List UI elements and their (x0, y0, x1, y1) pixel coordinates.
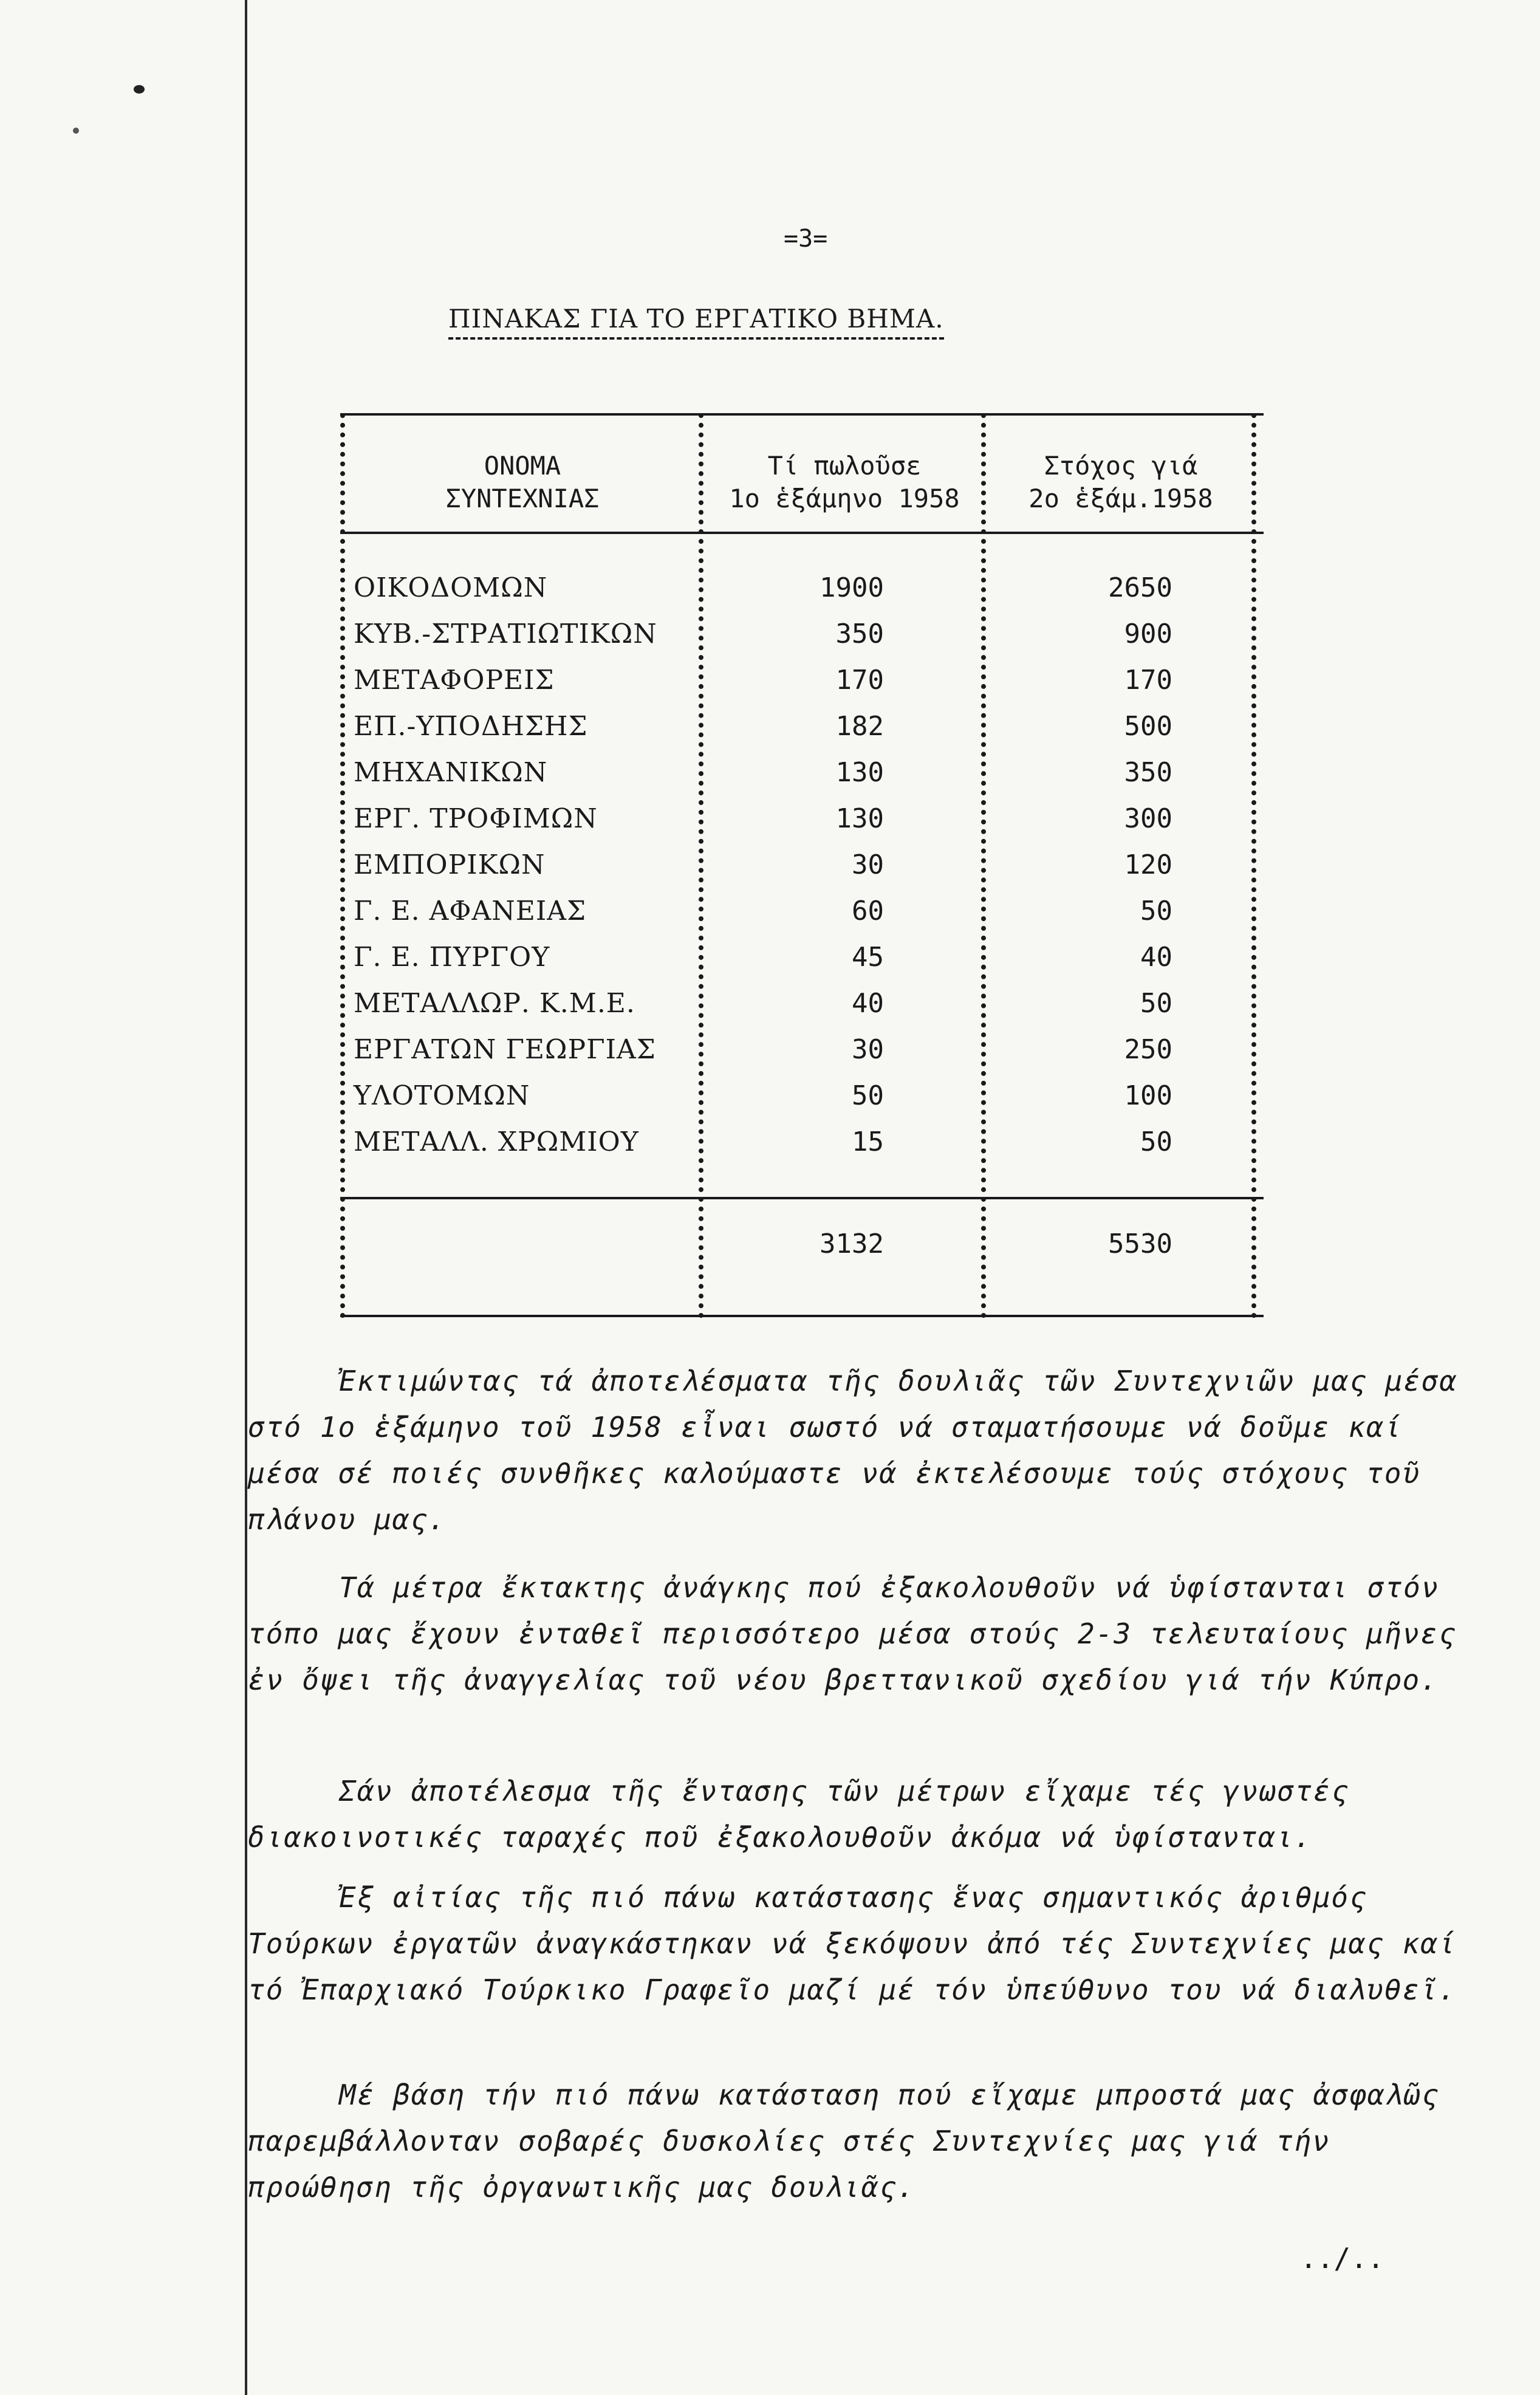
paragraph (248, 1874, 1481, 2013)
sold-value: 60 (852, 896, 884, 927)
union-name: ΕΠ.-ΥΠΟΔΗΣΗΣ (354, 711, 588, 742)
table-row (340, 1080, 1264, 1117)
paragraph-text: Μέ βάση τήν πιό πάνω κατάσταση πού εἴχαμε μπροστά μας ἀσφαλῶς παρεμβάλλονταν σοβαρές δυσκολίες στές Συντεχνίες μας γιά τήν προώθηση τῆς ὀργανωτικῆς μας δουλιᾶς. (248, 2078, 1440, 2204)
union-name: ΟΙΚΟΔΟΜΩΝ (354, 572, 548, 603)
target-value: 50 (1140, 1126, 1172, 1157)
total-sold: 3132 (820, 1228, 884, 1259)
ink-speck (134, 85, 145, 94)
header-sold-line2: 1ο ἑξάμηνο 1958 (729, 484, 960, 513)
union-name: ΜΗΧΑΝΙΚΩΝ (354, 757, 548, 788)
target-value: 2650 (1108, 572, 1172, 603)
union-name: ΜΕΤΑΛΛΩΡ. Κ.Μ.Ε. (354, 988, 635, 1019)
header-sold-line1: Τί πωλοῦσε (767, 451, 922, 481)
paragraph-text: Τά μέτρα ἔκτακτης ἀνάγκης πού ἐξακολουθοῦν νά ὑφίστανται στόν τόπο μας ἔχουν ἐνταθεῖ περισσότερο μέσα στούς 2-3 τελευταίους μῆνες ἐν ὄψει τῆς ἀναγγελίας τοῦ νέου βρεττανικοῦ σχεδίου γιά τήν Κύπρο. (248, 1571, 1457, 1696)
table-top-rule (340, 413, 1264, 416)
target-value: 170 (1124, 665, 1172, 696)
target-value: 500 (1124, 711, 1172, 742)
union-name: ΜΕΤΑΛΛ. ΧΡΩΜΙΟΥ (354, 1126, 639, 1157)
page-number: =3= (784, 225, 828, 253)
paragraph-text: Ἐξ αἰτίας τῆς πιό πάνω κατάστασης ἕνας σημαντικός ἀριθμός Τούρκων ἐργατῶν ἀναγκάστηκαν νά ξεκόψουν ἀπό τές Συντεχνίες μας καί τό Ἐπαρχιακό Τούρκικο Γραφεῖο μαζί μέ τόν ὑπεύθυνο του νά διαλυθεῖ. (248, 1881, 1457, 2006)
target-value: 40 (1140, 942, 1172, 973)
paragraph (248, 2072, 1481, 2210)
sold-value: 50 (852, 1080, 884, 1111)
sold-value: 1900 (820, 572, 884, 603)
union-name: ΜΕΤΑΦΟΡΕΙΣ (354, 665, 555, 696)
target-value: 120 (1124, 849, 1172, 880)
left-margin-line (245, 0, 247, 2395)
sold-value: 30 (852, 1034, 884, 1065)
table-row (340, 988, 1264, 1024)
sold-value: 350 (835, 618, 884, 649)
header-target-line1: Στόχος γιά (1044, 451, 1198, 481)
header-name (358, 450, 686, 515)
sold-value: 170 (835, 665, 884, 696)
table-row (340, 572, 1264, 609)
header-name-line1: ΟΝΟΜΑ (484, 451, 561, 481)
table-row (340, 757, 1264, 793)
sold-value: 30 (852, 849, 884, 880)
table-row (340, 1034, 1264, 1071)
sold-value: 182 (835, 711, 884, 742)
table-row (340, 1126, 1264, 1163)
table-row (340, 665, 1264, 701)
union-name: ΕΡΓΑΤΩΝ ΓΕΩΡΓΙΑΣ (354, 1034, 656, 1065)
table-row (340, 618, 1264, 655)
target-value: 300 (1124, 803, 1172, 834)
sold-value: 40 (852, 988, 884, 1019)
paragraph-text: Σάν ἀποτέλεσμα τῆς ἔντασης τῶν μέτρων εἴχαμε τές γνωστές διακοινοτικές ταραχές ποῦ ἐξακολουθοῦν ἀκόμα νά ὑφίστανται. (248, 1775, 1349, 1854)
sales-table (340, 413, 1264, 1318)
table-row (340, 942, 1264, 978)
union-name: Γ. Ε. ΠΥΡΓΟΥ (354, 942, 550, 973)
target-value: 250 (1124, 1034, 1172, 1065)
header-target-line2: 2ο ἑξάμ.1958 (1028, 484, 1213, 513)
table-row (340, 896, 1264, 932)
target-value: 100 (1124, 1080, 1172, 1111)
header-name-line2: ΣΥΝΤΕΧΝΙΑΣ (445, 484, 600, 513)
table-bottom-rule (340, 1315, 1264, 1317)
paragraph-text: Ἐκτιμώντας τά ἀποτελέσματα τῆς δουλιᾶς τῶν Συντεχνιῶν μας μέσα στό 1ο ἑξάμηνο τοῦ 1958 εἶναι σωστό νά σταματήσουμε νά δοῦμε καί μέσα σέ ποιές συνθῆκες καλούμαστε νά ἐκτελέσουμε τούς στόχους τοῦ πλάνου μας. (248, 1365, 1458, 1536)
table-row (340, 849, 1264, 886)
union-name: ΕΜΠΟΡΙΚΩΝ (354, 849, 546, 880)
totals-separator (340, 1197, 1264, 1199)
sold-value: 45 (852, 942, 884, 973)
union-name: Γ. Ε. ΑΦΑΝΕΙΑΣ (354, 896, 587, 927)
sold-value: 130 (835, 803, 884, 834)
target-value: 50 (1140, 988, 1172, 1019)
union-name: ΚΥΒ.-ΣΤΡΑΤΙΩΤΙΚΩΝ (354, 618, 657, 649)
target-value: 900 (1124, 618, 1172, 649)
ink-speck (73, 128, 79, 134)
table-row (340, 711, 1264, 747)
header-sold (711, 450, 978, 515)
paragraph (248, 1564, 1481, 1703)
union-name: ΕΡΓ. ΤΡΟΦΙΜΩΝ (354, 803, 598, 834)
paragraph (248, 1358, 1481, 1543)
total-target: 5530 (1108, 1228, 1172, 1259)
union-name: ΥΛΟΤΟΜΩΝ (354, 1080, 530, 1111)
target-value: 50 (1140, 896, 1172, 927)
table-row (340, 803, 1264, 840)
paragraph (248, 1768, 1481, 1860)
target-value: 350 (1124, 757, 1172, 788)
header-target (993, 450, 1248, 515)
sold-value: 15 (852, 1126, 884, 1157)
page-title: ΠΙΝΑΚΑΣ ΓΙΑ ΤΟ ΕΡΓΑΤΙΚΟ ΒΗΜΑ. (448, 304, 944, 340)
sold-value: 130 (835, 757, 884, 788)
header-separator (340, 532, 1264, 534)
continuation-mark: ../.. (1300, 2242, 1384, 2275)
